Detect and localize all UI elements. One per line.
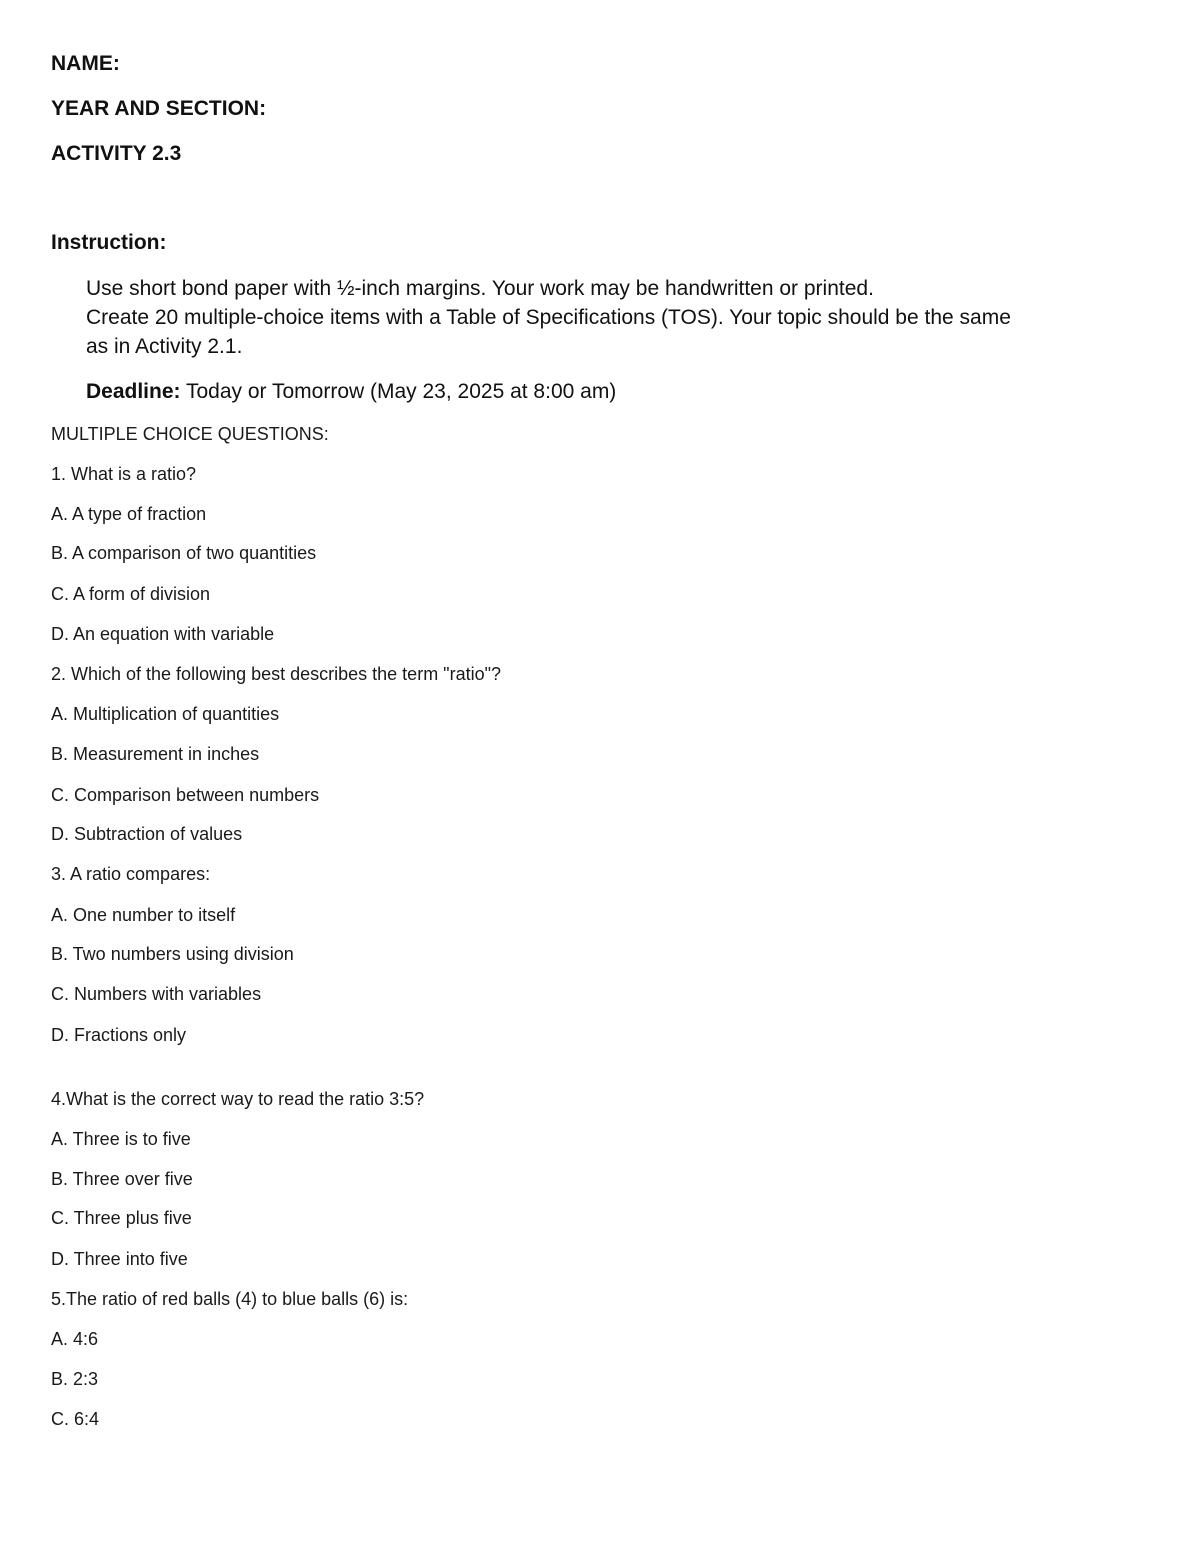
question-4: 4.What is the correct way to read the ratio 3:5? (51, 1089, 425, 1109)
question-3: 3. A ratio compares: (51, 864, 211, 884)
question-5: 5.The ratio of red balls (4) to blue balls (6) is: (51, 1289, 409, 1309)
instruction-title: Instruction: (51, 231, 167, 254)
question-5-option-a: A. 4:6 (51, 1329, 99, 1349)
question-1-option-b: B. A comparison of two quantities (51, 543, 317, 563)
year-section-label: YEAR AND SECTION: (51, 97, 267, 120)
deadline (86, 380, 616, 404)
question-5-option-c: C. 6:4 (51, 1409, 100, 1429)
question-2: 2. Which of the following best describes the term "ratio"? (51, 664, 501, 684)
question-2-option-d: D. Subtraction of values (51, 824, 243, 844)
question-4-option-d: D. Three into five (51, 1249, 188, 1269)
question-3-option-c: C. Numbers with variables (51, 984, 262, 1004)
question-5-option-b: B. 2:3 (51, 1369, 99, 1389)
question-4-option-c: C. Three plus five (51, 1208, 192, 1228)
instruction-line-1: Use short bond paper with ½-inch margins. Your work may be handwritten or printed. (86, 277, 874, 300)
question-4-option-b: B. Three over five (51, 1169, 193, 1189)
instruction-line-2: Create 20 multiple-choice items with a Table of Specifications (TOS). Your topic should be the same (86, 306, 1011, 329)
name-label: NAME: (51, 52, 120, 75)
question-3-option-a: A. One number to itself (51, 905, 236, 925)
question-1-option-c: C. A form of division (51, 584, 211, 604)
instruction-line-3: as in Activity 2.1. (86, 335, 243, 358)
question-2-option-b: B. Measurement in inches (51, 744, 260, 764)
section-title: MULTIPLE CHOICE QUESTIONS: (51, 424, 329, 444)
deadline-value: Today or Tomorrow (May 23, 2025 at 8:00 am) (180, 380, 617, 403)
question-1: 1. What is a ratio? (51, 464, 197, 484)
question-1-option-d: D. An equation with variable (51, 624, 275, 644)
question-3-option-d: D. Fractions only (51, 1025, 187, 1045)
activity-label: ACTIVITY 2.3 (51, 142, 182, 165)
question-4-option-a: A. Three is to five (51, 1129, 191, 1149)
question-1-option-a: A. A type of fraction (51, 504, 207, 524)
question-2-option-c: C. Comparison between numbers (51, 785, 320, 805)
question-3-option-b: B. Two numbers using division (51, 944, 294, 964)
deadline-label: Deadline: (86, 380, 181, 403)
question-2-option-a: A. Multiplication of quantities (51, 704, 280, 724)
